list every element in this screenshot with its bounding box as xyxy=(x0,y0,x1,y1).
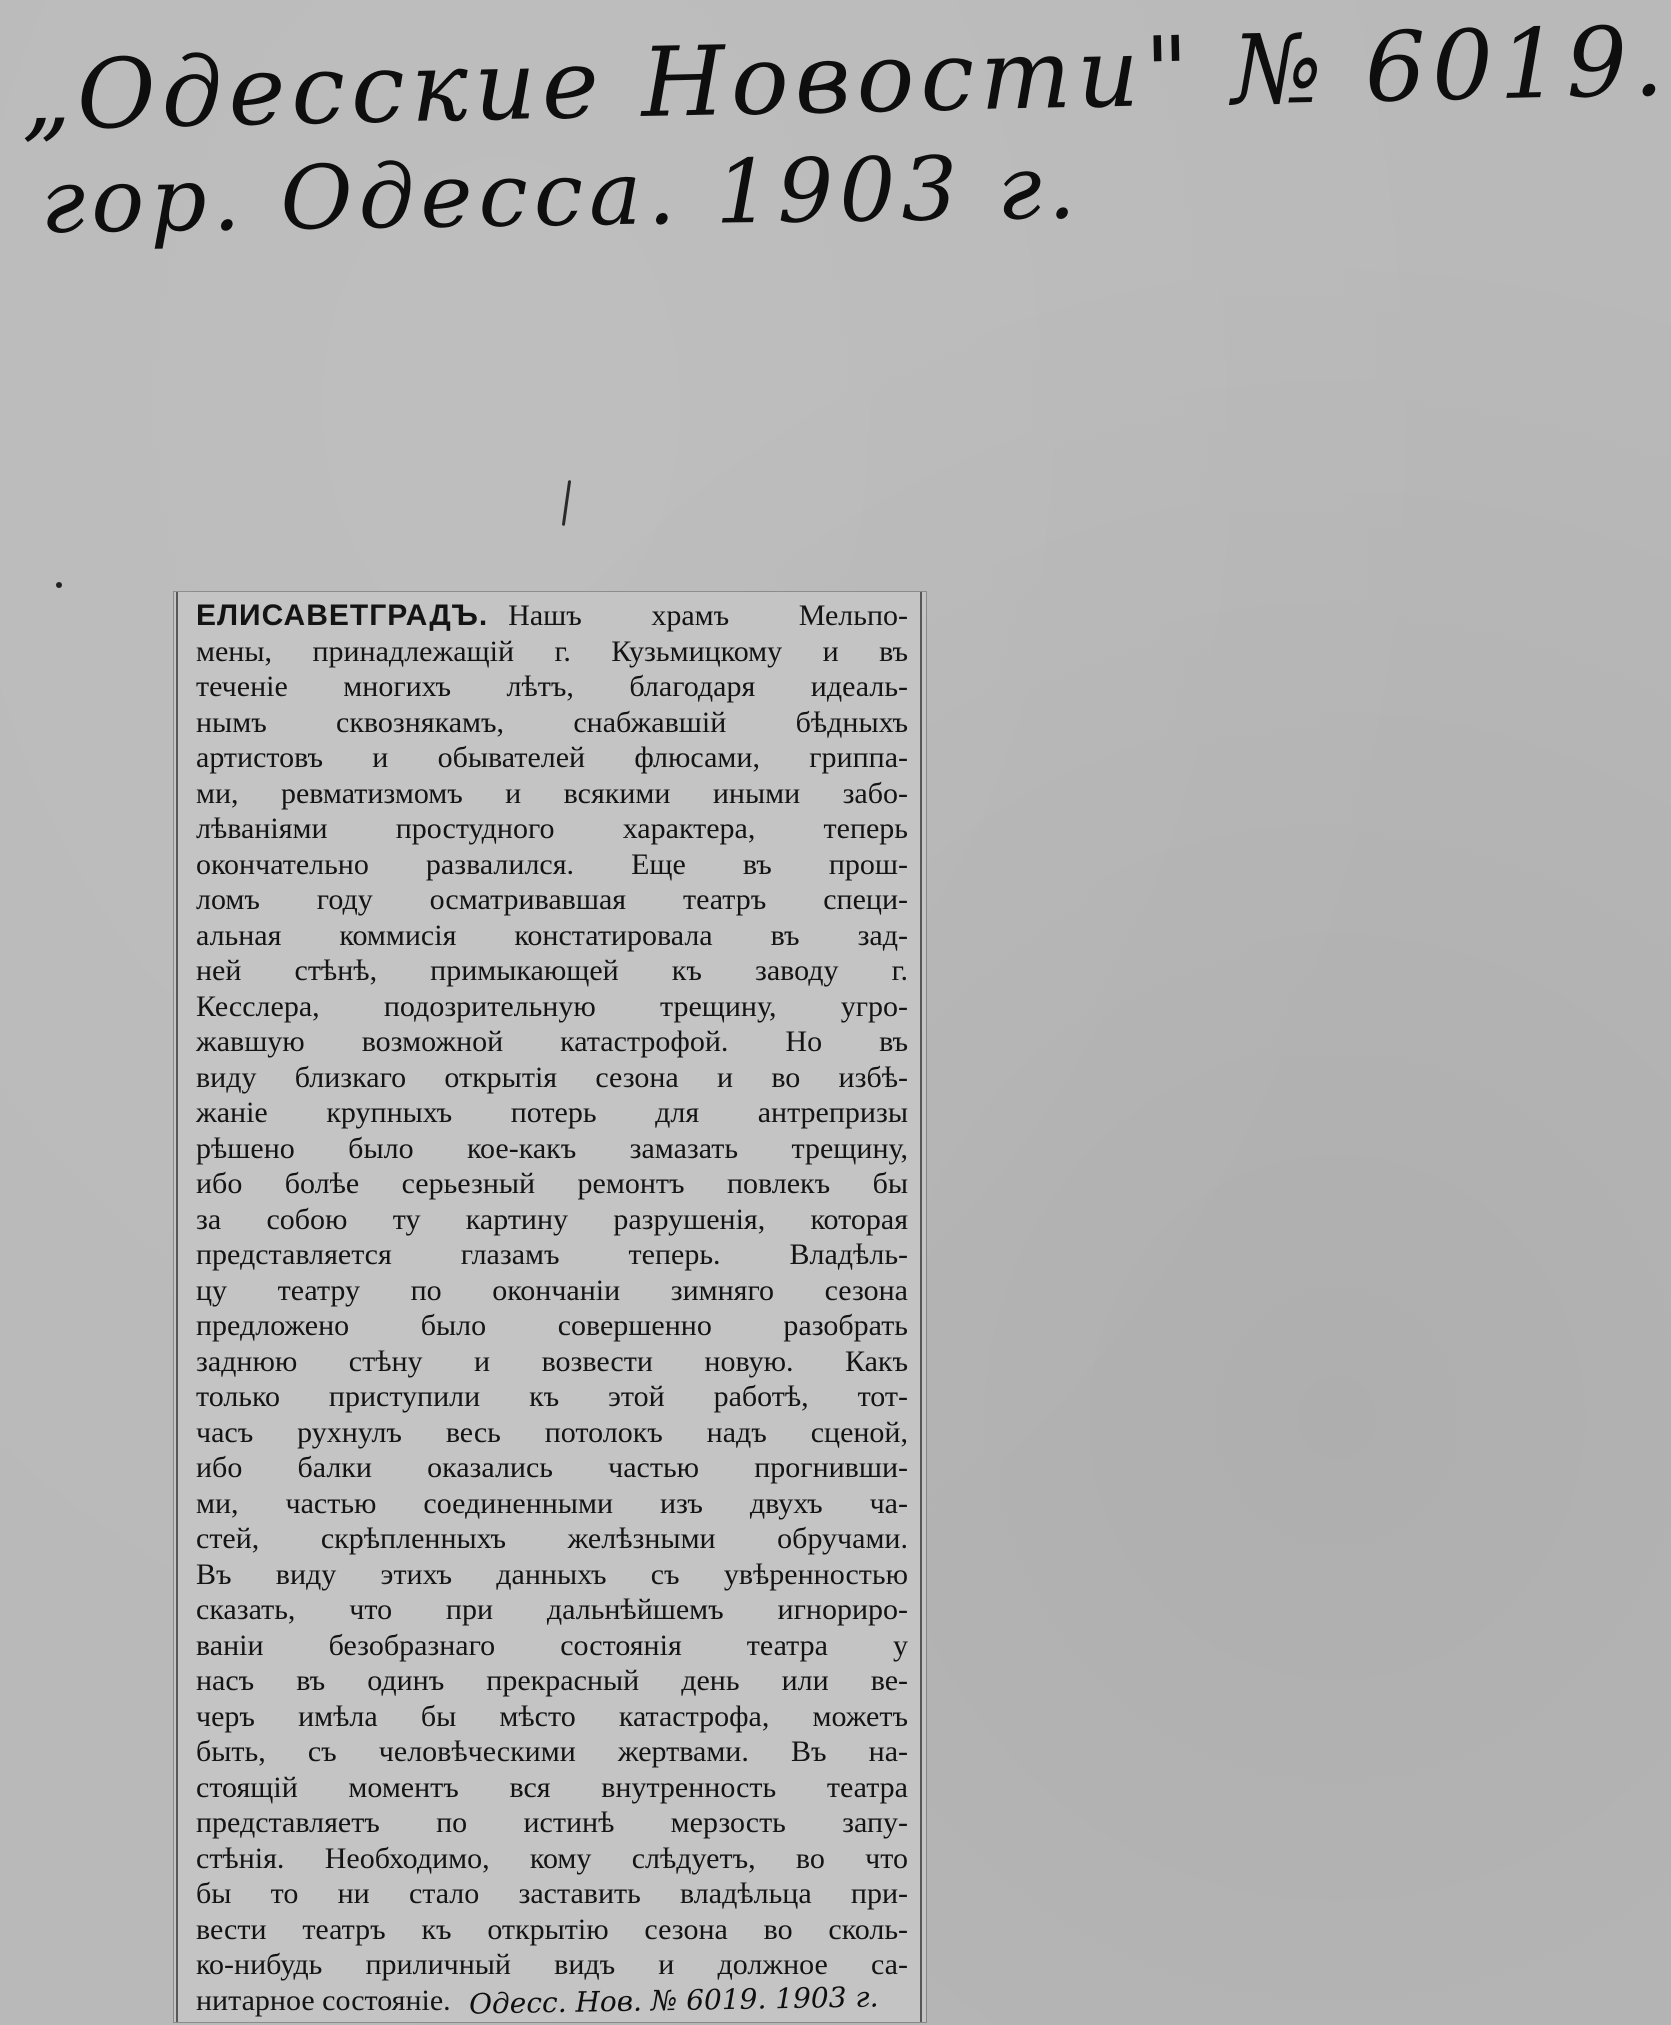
article-line: цу театру по окончанiи зимняго сезона xyxy=(196,1273,908,1307)
article-line: лѣванiями простудного характера, теперь xyxy=(196,812,908,845)
article-line: мены, принадлежащiй г. Кузьмицкому и въ xyxy=(196,634,908,668)
article-line: теченiе многихъ лѣтъ, благодаря идеаль- xyxy=(196,670,908,703)
article-line: альная коммисiя констатировала въ зад- xyxy=(196,918,908,952)
article-first-line xyxy=(196,598,908,634)
article-line: часъ рухнулъ весь потолокъ надъ сценой, xyxy=(196,1415,908,1449)
article-line: бы то ни стало заставить владѣльца при- xyxy=(196,1877,908,1910)
article-line: только приступили къ этой работѣ, тот- xyxy=(196,1380,908,1413)
article-line: предложено было совершенно разобрать xyxy=(196,1309,908,1342)
article-line: стѣнiя. Необходимо, кому слѣдуетъ, во что xyxy=(196,1841,908,1875)
column-rule-right xyxy=(920,592,922,2022)
article-line: жанiе крупныхъ потерь для антрепризы xyxy=(196,1096,908,1129)
handwritten-source-place-year: гор. Одесса. 1903 г. xyxy=(40,135,1083,253)
article-line: за собою ту картину разрушенiя, которая xyxy=(196,1202,908,1236)
article-body xyxy=(196,598,908,2021)
article-line: ванiи безобразнаго состоянiя театра у xyxy=(196,1628,908,1662)
article-line: рѣшено было кое-какъ замазать трещину, xyxy=(196,1131,908,1165)
article-line: Кесслера, подозрительную трещину, угро- xyxy=(196,989,908,1023)
article-line: жавшую возможной катастрофой. Но въ xyxy=(196,1025,908,1058)
article-line: ко-нибудь приличный видъ и должное са- xyxy=(196,1948,908,1981)
article-dateline: ЕЛИСАВЕТГРАДЪ. xyxy=(196,599,489,632)
article-line: окончательно развалился. Еще въ прош- xyxy=(196,847,908,881)
article-line: вести театръ къ открытiю сезона во сколь- xyxy=(196,1912,908,1946)
article-line: стоящiй моментъ вся внутренность театра xyxy=(196,1770,908,1804)
article-line: ибо болѣе серьезный ремонтъ повлекъ бы xyxy=(196,1167,908,1200)
newspaper-clipping xyxy=(174,592,926,2022)
article-line: стей, скрѣпленныхъ желѣзными обручами. xyxy=(196,1522,908,1555)
article-line: ней стѣнѣ, примыкающей къ заводу г. xyxy=(196,954,908,987)
article-line: быть, съ человѣческими жертвами. Въ на- xyxy=(196,1735,908,1768)
article-line: заднюю стѣну и возвести новую. Какъ xyxy=(196,1344,908,1378)
ink-dot xyxy=(56,582,62,588)
article-line: сказать, что при дальнѣйшемъ игнориро- xyxy=(196,1593,908,1626)
article-line: виду близкаго открытiя сезона и во избѣ- xyxy=(196,1060,908,1094)
pencil-mark xyxy=(562,480,571,526)
article-line: ми, ревматизмомъ и всякими иными забо- xyxy=(196,776,908,810)
column-rule-left xyxy=(176,592,178,2022)
article-line: ми, частью соединенными изъ двухъ ча- xyxy=(196,1486,908,1520)
handwritten-source-title: „Одесские Новости" № 6019. xyxy=(20,5,1671,152)
article-line: черъ имѣла бы мѣсто катастрофа, можетъ xyxy=(196,1699,908,1733)
article-line: ибо балки оказались частью прогнивши- xyxy=(196,1451,908,1484)
article-last-line xyxy=(196,1979,908,2021)
article-line: представляется глазамъ теперь. Владѣль- xyxy=(196,1238,908,1271)
article-line: Въ виду этихъ данныхъ съ увѣренностью xyxy=(196,1557,908,1591)
article-line: артистовъ и обывателей флюсами, гриппа- xyxy=(196,741,908,774)
article-line: представляетъ по истинѣ мерзость запу- xyxy=(196,1806,908,1839)
handwritten-source-annotation: Одесс. Нов. № 6019. 1903 г. xyxy=(468,1979,879,2021)
article-last-line-text: нитарное состоянiе. xyxy=(196,1983,451,2017)
article-line: ломъ году осматривавшая театръ специ- xyxy=(196,883,908,916)
article-line: нымъ сквознякамъ, снабжавшiй бѣдныхъ xyxy=(196,705,908,739)
article-line: насъ въ одинъ прекрасный день или ве- xyxy=(196,1664,908,1697)
article-first-line-text: Нашъ храмъ Мельпо- xyxy=(508,599,908,632)
